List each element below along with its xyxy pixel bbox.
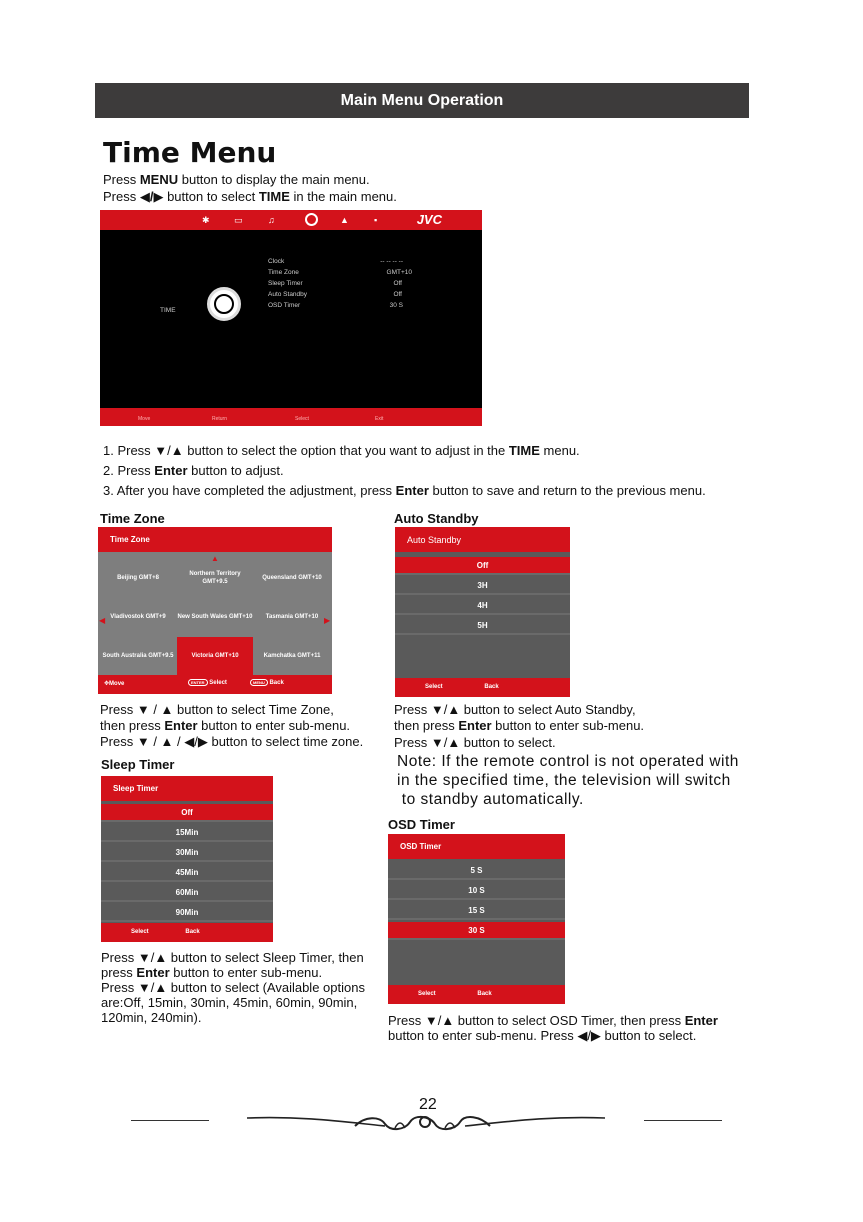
screen-icon[interactable]: ▭	[234, 215, 243, 225]
tv-item-label[interactable]: Clock	[268, 258, 285, 265]
auto-standby-desc-3: Press ▼/▲ button to select.	[394, 735, 556, 750]
auto-standby-option[interactable]: 5H	[395, 617, 570, 635]
section-header-title: Main Menu Operation	[340, 91, 504, 109]
tv-item-value: -- -- -- --	[380, 258, 403, 265]
back-hint: MENU Back	[250, 680, 284, 686]
lock-icon[interactable]: ▲	[340, 215, 349, 225]
time-zone-panel	[98, 527, 332, 694]
sleep-timer-desc-4: are:Off, 15min, 30min, 45min, 60min, 90min,	[101, 995, 358, 1010]
tv-item-label[interactable]: Time Zone	[268, 269, 299, 276]
sleep-timer-option[interactable]: 30Min	[101, 844, 273, 862]
osd-timer-panel	[388, 834, 565, 1004]
time-zone-desc-1: Press ▼ / ▲ button to select Time Zone,	[100, 702, 334, 717]
time-zone-option[interactable]: Tasmania GMT+10	[265, 614, 319, 620]
sleep-timer-option[interactable]: 15Min	[101, 824, 273, 842]
sound-icon[interactable]: ♫	[268, 215, 275, 225]
time-zone-option-selected[interactable]: Victoria GMT+10	[177, 637, 253, 675]
time-zone-option[interactable]: New South Wales GMT+10	[177, 614, 253, 620]
tv-footer-select: Select	[295, 416, 309, 422]
select-hint: ENTER Select	[188, 680, 227, 686]
section-header	[95, 83, 749, 118]
osd-timer-desc-1: Press ▼/▲ button to select OSD Timer, then press Enter	[388, 1013, 718, 1028]
step-3: 3. After you have completed the adjustment, press Enter button to save and return to the previous menu.	[103, 483, 706, 498]
auto-standby-option-selected[interactable]: Off	[395, 557, 570, 575]
tv-footer-move: Move	[138, 416, 151, 422]
auto-standby-note: Note: If the remote control is not operated with in the specified time, the television will switch to standby automatically.	[397, 753, 739, 808]
sleep-timer-option[interactable]: 60Min	[101, 884, 273, 902]
sleep-timer-desc-3: Press ▼/▲ button to select (Available options	[101, 980, 365, 995]
time-zone-option[interactable]: South Australia GMT+9.5	[102, 653, 174, 659]
tv-item-label[interactable]: OSD Timer	[268, 302, 301, 309]
time-icon[interactable]	[305, 213, 318, 226]
auto-standby-option[interactable]: 3H	[395, 577, 570, 595]
tv-footer-bar	[100, 408, 482, 426]
sleep-timer-heading: Sleep Timer	[101, 757, 175, 772]
jvc-logo: JVC	[416, 212, 442, 227]
tv-item-value: Off	[393, 291, 402, 298]
intro-line-1: Press MENU button to display the main menu.	[103, 172, 370, 187]
tv-menu-bar	[100, 210, 482, 230]
tv-item-value: GMT+10	[386, 269, 412, 276]
divider	[131, 1120, 209, 1121]
osd-timer-option[interactable]: 5 S	[388, 862, 565, 880]
step-2: 2. Press Enter button to adjust.	[103, 463, 284, 478]
intro-line-2: Press ◀/▶ button to select TIME in the main menu.	[103, 189, 397, 204]
osd-timer-panel-title: OSD Timer	[388, 834, 565, 859]
step-1: 1. Press ▼/▲ button to select the option that you want to adjust in the TIME menu.	[103, 443, 580, 458]
osd-timer-heading: OSD Timer	[388, 817, 455, 832]
ornament-flourish	[245, 1108, 607, 1136]
picture-icon[interactable]: ✱	[202, 215, 210, 225]
sleep-timer-footer: Select Back	[101, 923, 273, 942]
time-zone-option[interactable]: Beijing GMT+8	[117, 575, 159, 581]
setup-icon[interactable]: ▪	[374, 215, 378, 225]
osd-timer-option-selected[interactable]: 30 S	[388, 922, 565, 940]
divider	[644, 1120, 722, 1121]
move-hint: ✥Move	[104, 681, 125, 687]
auto-standby-option[interactable]: 4H	[395, 597, 570, 615]
tv-item-label[interactable]: Sleep Timer	[268, 280, 303, 287]
osd-timer-footer: Select Back	[388, 985, 565, 1004]
tv-side-label: TIME	[160, 307, 176, 314]
tv-item-value: 30 S	[389, 302, 403, 309]
auto-standby-panel	[395, 527, 570, 697]
sleep-timer-option-selected[interactable]: Off	[101, 804, 273, 822]
tv-item-value: Off	[393, 280, 402, 287]
tv-footer-exit: Exit	[375, 416, 384, 422]
sleep-timer-option[interactable]: 45Min	[101, 864, 273, 882]
sleep-timer-panel-title: Sleep Timer	[101, 776, 273, 801]
up-arrow-icon: ▲	[211, 554, 219, 563]
time-zone-footer	[98, 675, 332, 694]
sleep-timer-desc-2: press Enter button to enter sub-menu.	[101, 965, 323, 980]
page-title: Time Menu	[103, 136, 277, 169]
time-zone-desc-3: Press ▼ / ▲ / ◀/▶ button to select time zone.	[100, 734, 364, 749]
auto-standby-footer: Select Back	[395, 678, 570, 697]
osd-timer-option[interactable]: 10 S	[388, 882, 565, 900]
tv-footer-return: Return	[212, 416, 228, 422]
time-zone-option[interactable]: Northern Territory GMT+9.5	[189, 571, 241, 585]
sleep-timer-panel	[101, 776, 273, 942]
auto-standby-desc-2: then press Enter button to enter sub-menu.	[394, 718, 645, 733]
left-arrow-icon: ◀	[99, 616, 106, 625]
time-zone-option[interactable]: Vladivostok GMT+9	[110, 614, 166, 620]
right-arrow-icon: ▶	[324, 616, 331, 625]
auto-standby-desc-1: Press ▼/▲ button to select Auto Standby,	[394, 702, 636, 717]
time-zone-option[interactable]: Queensland GMT+10	[262, 575, 322, 581]
tv-item-label[interactable]: Auto Standby	[268, 291, 308, 298]
sleep-timer-desc-1: Press ▼/▲ button to select Sleep Timer, then	[101, 950, 364, 965]
sleep-timer-option[interactable]: 90Min	[101, 904, 273, 922]
auto-standby-heading: Auto Standby	[394, 511, 479, 526]
osd-timer-desc-2: button to enter sub-menu. Press ◀/▶ button to select.	[388, 1028, 697, 1043]
clock-icon	[207, 287, 241, 321]
time-zone-panel-title: Time Zone	[98, 527, 332, 552]
tv-time-menu-screen	[100, 210, 482, 426]
time-zone-option[interactable]: Kamchatka GMT+11	[263, 653, 321, 659]
time-zone-desc-2: then press Enter button to enter sub-menu.	[100, 718, 351, 733]
osd-timer-option[interactable]: 15 S	[388, 902, 565, 920]
time-zone-heading: Time Zone	[100, 511, 165, 526]
page-number: 22	[419, 1096, 437, 1113]
sleep-timer-desc-5: 120min, 240min).	[101, 1010, 202, 1025]
auto-standby-panel-title: Auto Standby	[395, 527, 570, 552]
